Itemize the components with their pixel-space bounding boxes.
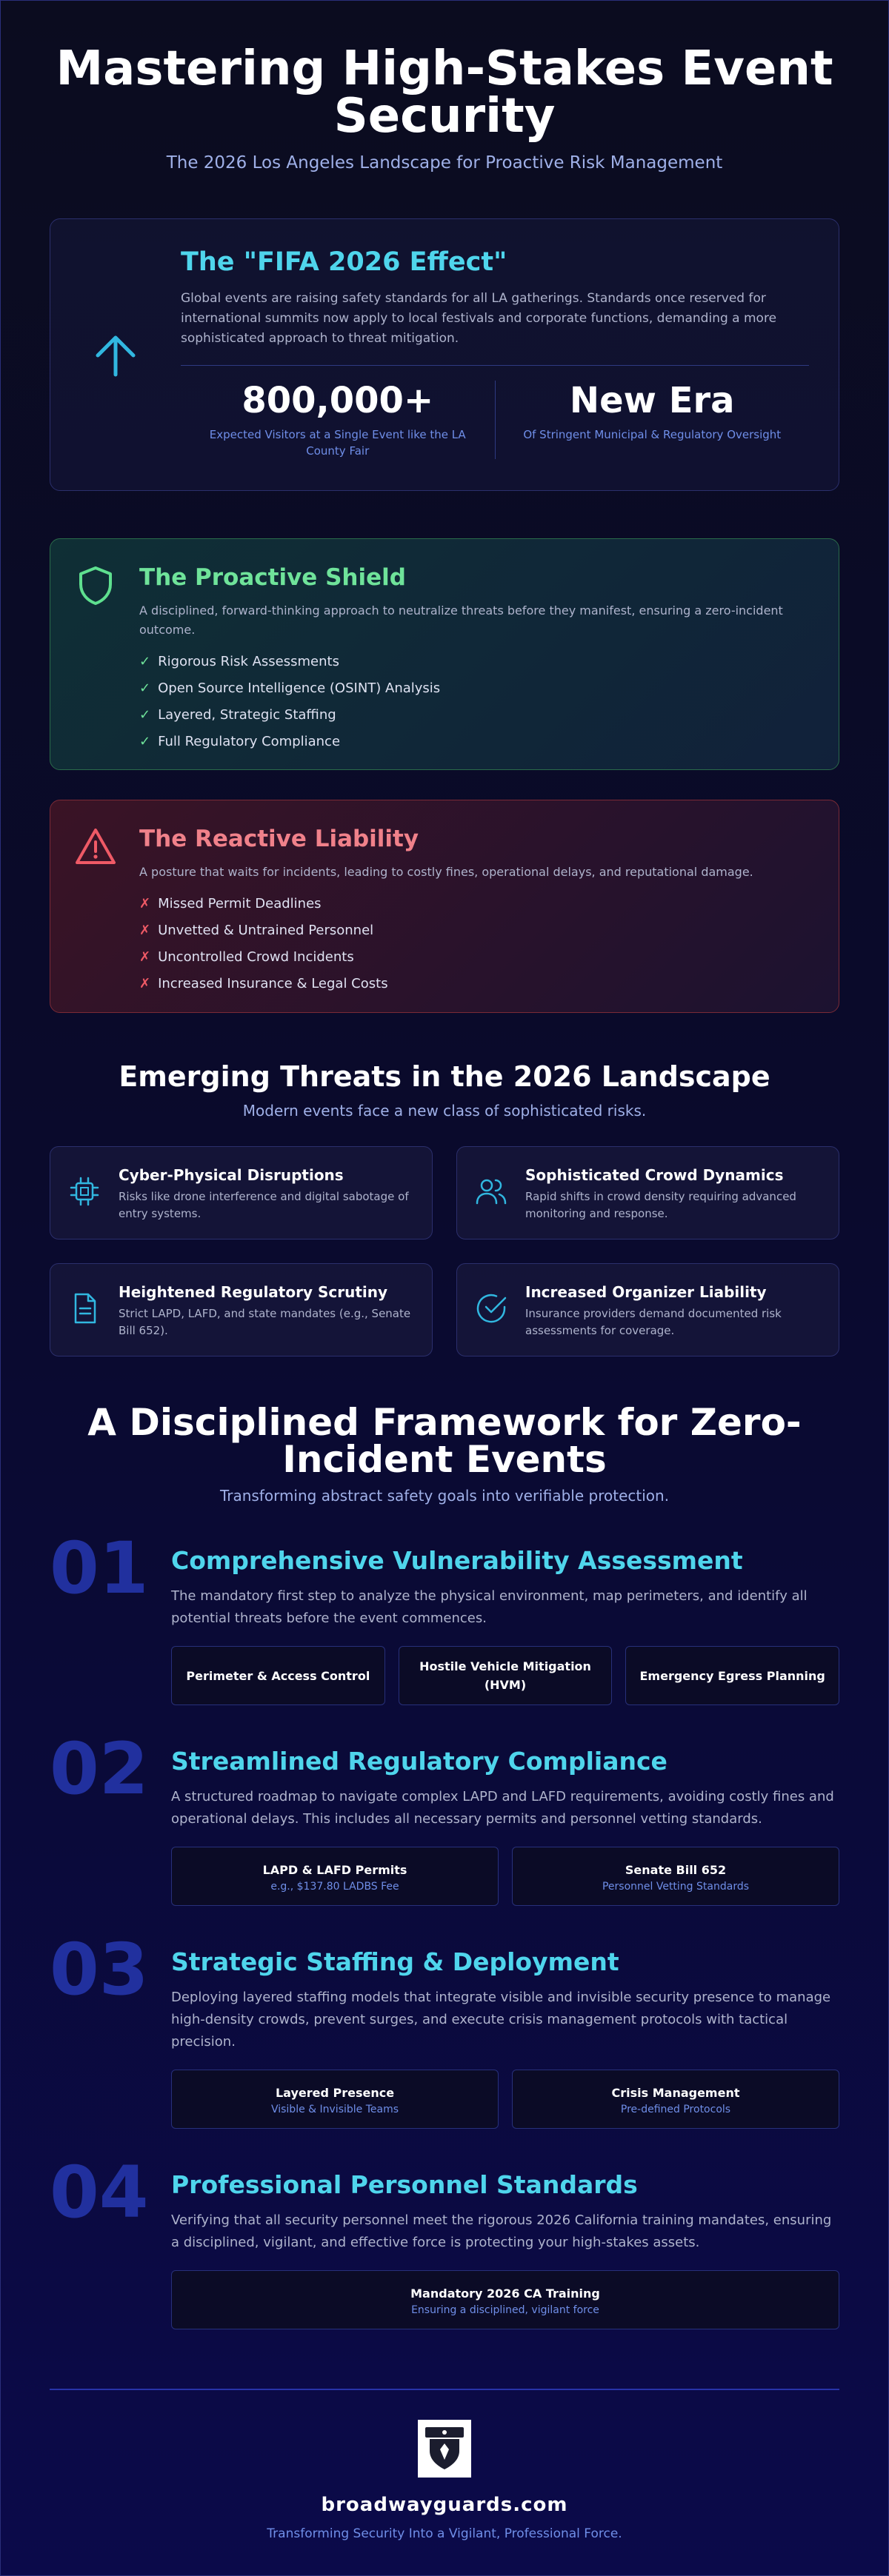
stat-value: 800,000+	[242, 380, 434, 421]
document-icon	[67, 1291, 102, 1326]
framework-step-04	[50, 2151, 839, 2329]
chip	[171, 1847, 499, 1906]
stat-new-era	[495, 381, 810, 459]
stat-value: New Era	[569, 380, 735, 421]
footer-divider	[50, 2389, 839, 2390]
chip-title: Hostile Vehicle Mitigation (HVM)	[419, 1659, 591, 1692]
reactive-liability-card	[50, 800, 839, 1013]
framework-title: A Disciplined Framework for Zero-Incident Events	[87, 1401, 802, 1481]
chip-subtitle: Visible & Invisible Teams	[270, 2103, 399, 2115]
list-item: ✓ Full Regulatory Compliance	[139, 734, 341, 749]
arrow-up-icon	[89, 329, 142, 382]
step-text: Deploying layered staffing models that integrate visible and invisible security presence to manage high-density crowds, prevent surges, and execute crisis management protocols with tactical precision.	[171, 1990, 831, 2050]
check-icon: ✓	[139, 654, 151, 669]
threat-text: Insurance providers demand documented risk assessments for coverage.	[525, 1307, 782, 1337]
threat-card-crowd	[456, 1146, 839, 1240]
shield-icon	[74, 564, 117, 607]
check-icon: ✓	[139, 680, 151, 696]
list-item: ✗ Uncontrolled Crowd Incidents	[139, 949, 354, 965]
threat-text: Strict LAPD, LAFD, and state mandates (e.g., Senate Bill 652).	[119, 1307, 411, 1337]
chip-subtitle: Pre-defined Protocols	[620, 2103, 731, 2115]
chip-title: Layered Presence	[275, 2085, 395, 2100]
warning-icon	[74, 826, 117, 869]
check-circle-icon	[473, 1291, 509, 1326]
cross-icon: ✗	[139, 923, 151, 938]
stat-label: Of Stringent Municipal & Regulatory Oversight	[523, 428, 782, 441]
chip-title: Perimeter & Access Control	[186, 1668, 370, 1683]
fifa-effect-text: Global events are raising safety standards for all LA gatherings. Standards once reserved for international summits now apply to local festivals and corporate functions, demanding a more sophisticated approach to threat mitigation.	[181, 291, 777, 346]
chip-subtitle: e.g., $137.80 LADBS Fee	[270, 1880, 399, 1893]
chip-subtitle: Ensuring a disciplined, vigilant force	[411, 2304, 599, 2316]
framework-step-01	[50, 1527, 839, 1705]
proactive-shield-text: A disciplined, forward-thinking approach to neutralize threats before they manifest, ensuring a zero-incident outcome.	[139, 603, 783, 637]
step-text: The mandatory first step to analyze the physical environment, map perimeters, and identify all potential threats before the event commences.	[171, 1588, 808, 1626]
divider	[181, 365, 809, 366]
threat-card-regulatory	[50, 1263, 433, 1356]
step-number: 04	[50, 2151, 149, 2234]
framework-step-02	[50, 1727, 839, 1906]
chip-title: Emergency Egress Planning	[639, 1668, 825, 1683]
reactive-liability-title: The Reactive Liability	[139, 826, 419, 852]
step-number: 02	[50, 1727, 149, 1810]
page-subtitle: The 2026 Los Angeles Landscape for Proactive Risk Management	[166, 153, 723, 173]
list-item: ✓ Layered, Strategic Staffing	[139, 707, 336, 723]
check-icon: ✓	[139, 707, 151, 723]
footer-site[interactable]: broadwayguards.com	[321, 2494, 568, 2516]
chip	[512, 1847, 839, 1906]
cross-icon: ✗	[139, 949, 151, 965]
stat-visitors	[181, 381, 495, 459]
reactive-liability-text: A posture that waits for incidents, leading to costly fines, operational delays, and reputational damage.	[139, 865, 753, 879]
chip	[625, 1646, 839, 1705]
step-title: Streamlined Regulatory Compliance	[171, 1747, 667, 1776]
chip-title: Senate Bill 652	[625, 1862, 727, 1877]
list-item: ✓ Rigorous Risk Assessments	[139, 654, 339, 669]
step-text: Verifying that all security personnel meet the rigorous 2026 California training mandates, ensuring a disciplined, vigilant, and effective force is protecting your high-stakes assets.	[171, 2212, 832, 2250]
chip-icon	[67, 1174, 102, 1209]
fifa-effect-card	[50, 218, 839, 491]
step-title: Comprehensive Vulnerability Assessment	[171, 1546, 743, 1575]
step-chips	[171, 2070, 839, 2129]
step-title: Strategic Staffing & Deployment	[171, 1947, 619, 1976]
step-title: Professional Personnel Standards	[171, 2170, 638, 2199]
chip	[171, 2270, 839, 2329]
threats-subtitle: Modern events face a new class of sophisticated risks.	[242, 1102, 647, 1120]
framework-subtitle: Transforming abstract safety goals into verifiable protection.	[219, 1487, 670, 1505]
threat-title: Cyber-Physical Disruptions	[119, 1166, 344, 1184]
list-item: ✗ Unvetted & Untrained Personnel	[139, 923, 374, 938]
threats-grid	[50, 1146, 839, 1356]
cross-icon: ✗	[139, 976, 151, 991]
threat-card-liability	[456, 1263, 839, 1356]
cross-icon: ✗	[139, 896, 151, 911]
chip-title: LAPD & LAFD Permits	[262, 1862, 407, 1877]
stats-row	[181, 381, 809, 459]
footer-tagline: Transforming Security Into a Vigilant, Professional Force.	[267, 2526, 622, 2541]
proactive-shield-title: The Proactive Shield	[139, 564, 406, 591]
fifa-effect-title: The "FIFA 2026 Effect"	[181, 247, 507, 277]
chip-title: Mandatory 2026 CA Training	[410, 2286, 600, 2301]
chip	[512, 2070, 839, 2129]
step-number: 01	[50, 1527, 149, 1610]
threat-title: Sophisticated Crowd Dynamics	[525, 1166, 784, 1184]
broadway-guards-logo[interactable]	[418, 2420, 471, 2478]
threat-text: Risks like drone interference and digital sabotage of entry systems.	[119, 1190, 409, 1220]
step-chips	[171, 1847, 839, 1906]
users-icon	[473, 1174, 509, 1209]
proactive-shield-card	[50, 538, 839, 770]
reactive-liability-list	[139, 891, 794, 997]
check-icon: ✓	[139, 734, 151, 749]
stat-label: Expected Visitors at a Single Event like the LA County Fair	[209, 428, 466, 458]
chip	[171, 2070, 499, 2129]
threat-text: Rapid shifts in crowd density requiring advanced monitoring and response.	[525, 1190, 796, 1220]
threats-title: Emerging Threats in the 2026 Landscape	[119, 1060, 770, 1093]
threat-title: Heightened Regulatory Scrutiny	[119, 1283, 388, 1301]
step-chips	[171, 1646, 839, 1705]
logo-emblem-icon	[422, 2424, 467, 2473]
chip	[399, 1646, 613, 1705]
chip-title: Crisis Management	[611, 2085, 740, 2100]
list-item: ✗ Increased Insurance & Legal Costs	[139, 976, 388, 991]
step-number: 03	[50, 1928, 149, 2011]
page-title: Mastering High-Stakes Event Security	[56, 41, 833, 144]
framework-step-03	[50, 1928, 839, 2129]
list-item: ✓ Open Source Intelligence (OSINT) Analysis	[139, 680, 441, 696]
list-item: ✗ Missed Permit Deadlines	[139, 896, 322, 911]
threat-title: Increased Organizer Liability	[525, 1283, 767, 1301]
chip	[171, 1646, 385, 1705]
proactive-shield-list	[139, 649, 794, 755]
step-text: A structured roadmap to navigate complex LAPD and LAFD requirements, avoiding costly fines and operational delays. This includes all necessary permits and personnel vetting standards.	[171, 1789, 834, 1827]
chip-subtitle: Personnel Vetting Standards	[602, 1880, 750, 1893]
threat-card-cyber	[50, 1146, 433, 1240]
step-chips	[171, 2270, 839, 2329]
